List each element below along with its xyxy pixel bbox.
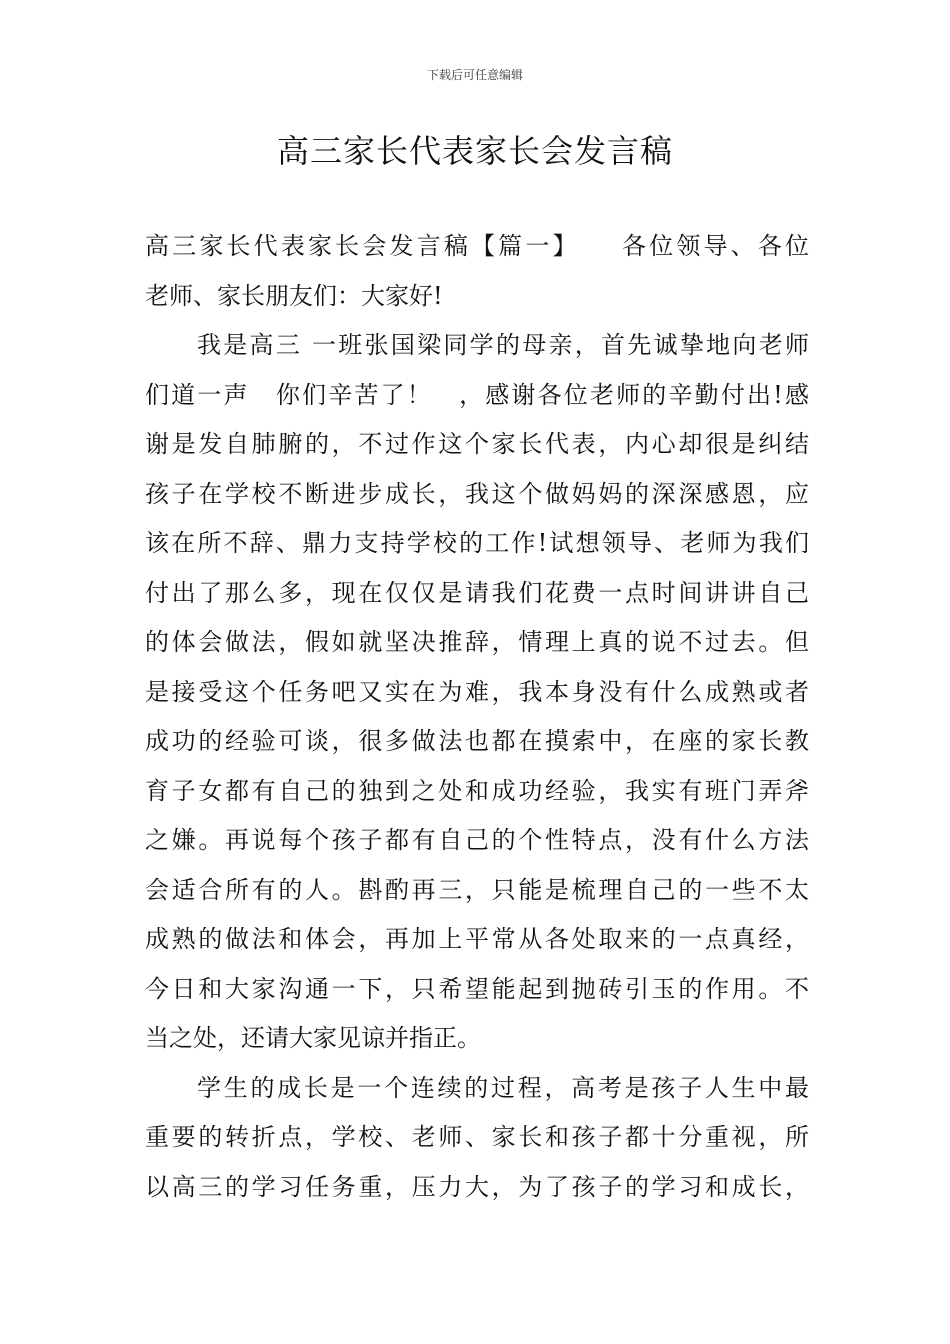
text-line: 付出了那么多，现在仅仅是请我们花费一点时间讲讲自己 (145, 578, 809, 607)
text-line: 高三家长代表家长会发言稿【篇一】 各位领导、各位 (145, 232, 809, 260)
text-line: 成功的经验可谈，很多做法也都在摸索中，在座的家长教 (145, 727, 809, 755)
document-body (145, 222, 809, 1212)
text-line: 重要的转折点，学校、老师、家长和孩子都十分重视，所 (145, 1123, 809, 1151)
text-line: 老师、家长朋友们：大家好! (145, 281, 443, 310)
text-line: 们道一声 你们辛苦了！ ，感谢各位老师的辛勤付出!感 (145, 380, 809, 409)
text-line: 该在所不辞、鼎力支持学校的工作!试想领导、老师为我们 (145, 529, 809, 557)
text-line: 孩子在学校不断进步成长，我这个做妈妈的深深感恩，应 (145, 479, 809, 508)
text-line: 之嫌。再说每个孩子都有自己的个性特点，没有什么方法 (145, 826, 809, 854)
text-line: 是接受这个任务吧又实在为难，我本身没有什么成熟或者 (145, 677, 809, 706)
text-line: 今日和大家沟通一下，只希望能起到抛砖引玉的作用。不 (145, 974, 809, 1003)
text-line: 成熟的做法和体会，再加上平常从各处取来的一点真经， (145, 925, 809, 953)
text-line: 谢是发自肺腑的，不过作这个家长代表，内心却很是纠结 (145, 430, 809, 458)
text-line: 会适合所有的人。斟酌再三，只能是梳理自己的一些不太 (145, 875, 809, 904)
text-line: 学生的成长是一个连续的过程，高考是孩子人生中最 (197, 1073, 809, 1102)
header-note: 下载后可任意编辑 (426, 68, 523, 82)
text-line: 的体会做法，假如就坚决推辞，情理上真的说不过去。但 (145, 628, 809, 656)
text-line: 以高三的学习任务重，压力大，为了孩子的学习和成长， (145, 1172, 809, 1201)
text-line: 我是高三 一班张国梁同学的母亲，首先诚挚地向老师 (197, 331, 809, 359)
text-line: 育子女都有自己的独到之处和成功经验，我实有班门弄斧 (145, 776, 809, 805)
text-line: 当之处，还请大家见谅并指正。 (145, 1024, 481, 1052)
document-title: 高三家长代表家长会发言稿 (276, 132, 673, 170)
